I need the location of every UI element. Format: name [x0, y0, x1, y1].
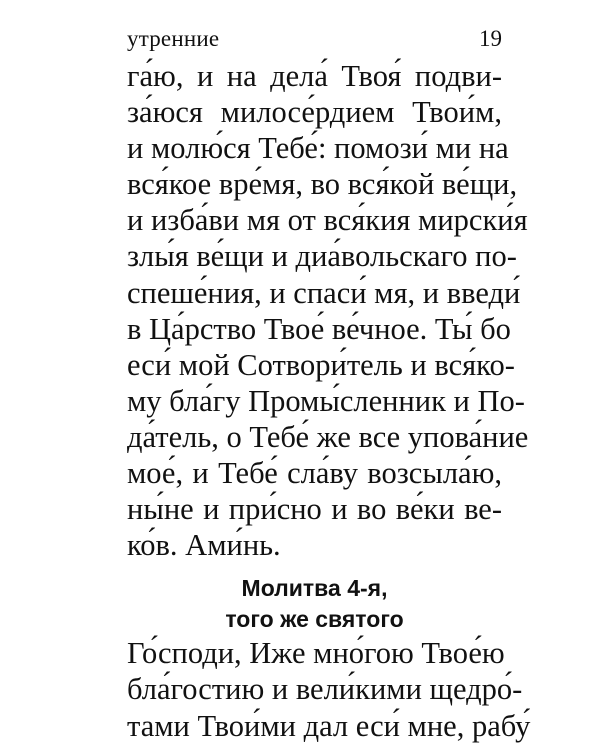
text-line: спеше́ния, и спаси́ мя, и введи́ [127, 275, 521, 310]
prayer-text-continued [127, 58, 529, 563]
text-line: еси́ мой Сотвори́тель и вся́ко- [127, 347, 515, 382]
text-line: вся́кое вре́мя, во вся́кой ве́щи, [127, 167, 518, 202]
prayer-heading-subtitle: того же святого [225, 606, 404, 633]
text-line: Го́споди, Иже мно́гою Твое́ю [127, 636, 505, 671]
text-line: и изба́ви мя от вся́кия мирски́я [127, 203, 528, 238]
text-line: в Ца́рство Твое́ ве́чное. Ты́ бо [127, 311, 511, 346]
text-line: за́юся милосе́рдием Твои́м, [127, 95, 502, 130]
text-line: ко́в. Ами́нь. [127, 528, 281, 563]
prayer-heading-title: Молитва 4-я, [241, 575, 388, 602]
text-line: да́тель, о Тебе́ же все упова́ние [127, 419, 529, 454]
text-line: ны́не и при́сно и во ве́ки ве- [127, 492, 502, 527]
text-line: тами Твои́ми дал еси́ мне, рабу́ [127, 708, 531, 743]
running-title: утренние [127, 26, 220, 51]
text-line: злы́я ве́щи и диа́вольскаго по- [127, 239, 517, 274]
text-line: мое́, и Тебе́ сла́ву возсыла́ю, [127, 456, 502, 491]
text-line: и молю́ся Тебе́: помози́ ми на [127, 131, 509, 166]
text-line: бла́гостию и вели́кими щедро́- [127, 672, 523, 707]
running-header [127, 24, 502, 58]
prayer-heading [127, 573, 502, 635]
book-page [127, 24, 531, 744]
text-line: му бла́гу Промы́сленник и По- [127, 383, 525, 418]
page-number: 19 [479, 26, 502, 51]
prayer-text [127, 635, 531, 743]
text-line: га́ю, и на дела́ Твоя́ подви- [127, 59, 502, 93]
